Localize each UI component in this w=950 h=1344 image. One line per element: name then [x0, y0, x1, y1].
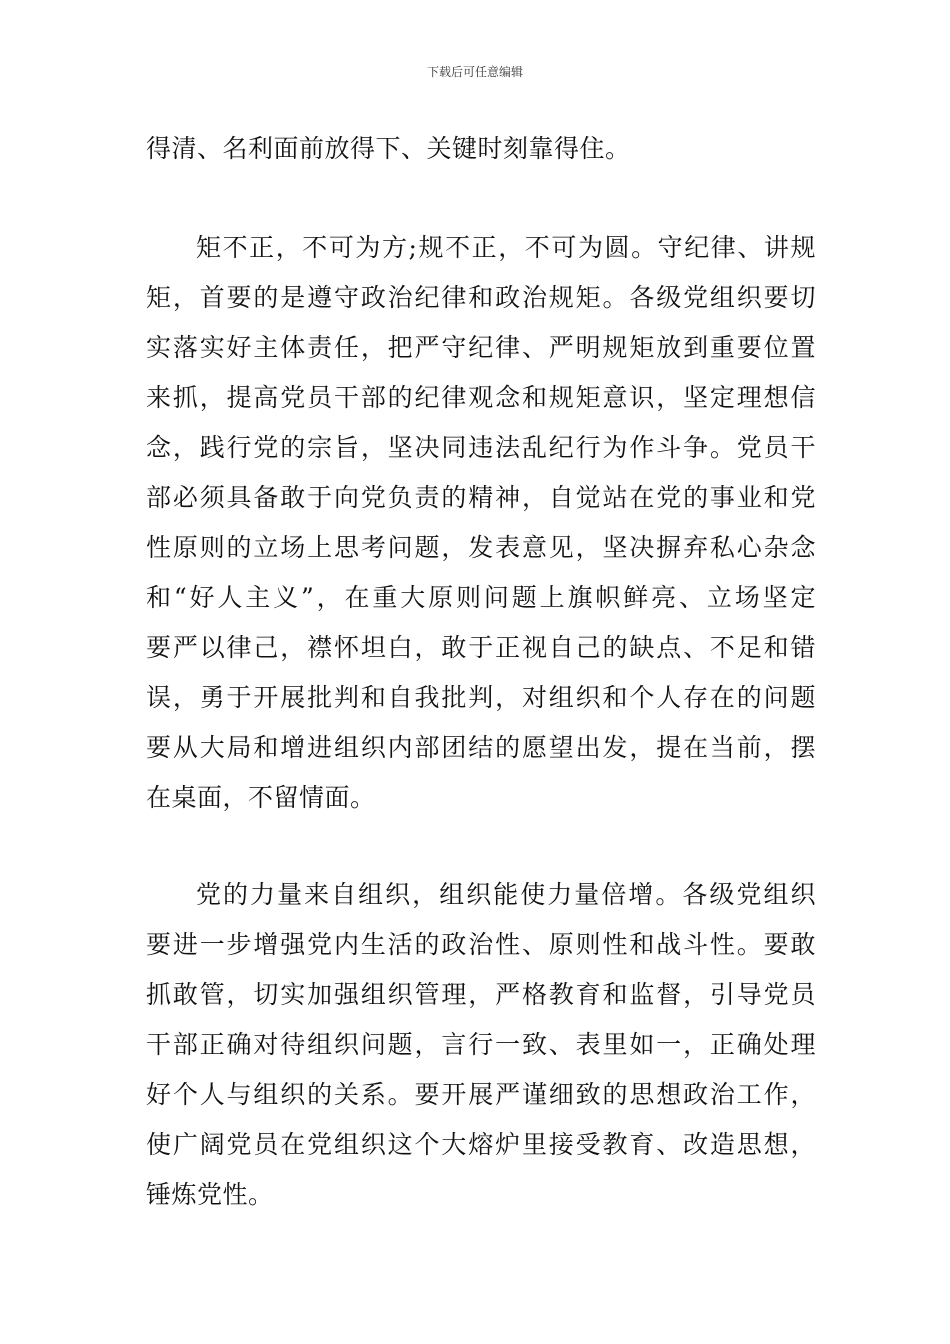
paragraph-3-line-4: 干部正确对待组织问题，言行一致、表里如一，正确处理 — [146, 1030, 816, 1059]
paragraph-2-line-9: 要严以律己，襟怀坦白，敢于正视自己的缺点、不足和错 — [146, 633, 816, 662]
paragraph-2-line-3: 实落实好主体责任，把严守纪律、严明规矩放到重要位置 — [146, 333, 816, 362]
paragraph-3-line-7: 锤炼党性。 — [146, 1180, 274, 1209]
paragraph-3-line-2: 要进一步增强党内生活的政治性、原则性和战斗性。要敢 — [146, 930, 816, 959]
paragraph-3-line-3: 抓敢管，切实加强组织管理，严格教育和监督，引导党员 — [146, 980, 816, 1009]
paragraph-2-line-1: 矩不正，不可为方;规不正，不可为圆。守纪律、讲规 — [196, 233, 816, 262]
paragraph-2-line-10: 误，勇于开展批判和自我批判，对组织和个人存在的问题 — [146, 683, 816, 712]
paragraph-3-line-5: 好个人与组织的关系。要开展严谨细致的思想政治工作， — [146, 1080, 816, 1109]
paragraph-1-line-1: 得清、名利面前放得下、关键时刻靠得住。 — [146, 134, 631, 163]
paragraph-3-line-1: 党的力量来自组织，组织能使力量倍增。各级党组织 — [196, 880, 816, 909]
paragraph-2-line-5: 念，践行党的宗旨，坚决同违法乱纪行为作斗争。党员干 — [146, 433, 816, 462]
paragraph-3-line-6: 使广阔党员在党组织这个大熔炉里接受教育、改造思想， — [146, 1130, 816, 1159]
paragraph-2-line-8: 和“好人主义”，在重大原则问题上旗帜鲜亮、立场坚定 — [146, 583, 816, 612]
paragraph-2-line-11: 要从大局和增进组织内部团结的愿望出发，提在当前，摆 — [146, 733, 816, 762]
paragraph-2-line-2: 矩，首要的是遵守政治纪律和政治规矩。各级党组织要切 — [146, 283, 816, 312]
paragraph-2-line-4: 来抓，提高党员干部的纪律观念和规矩意识，坚定理想信 — [146, 383, 816, 412]
paragraph-2-line-6: 部必须具备敢于向党负责的精神，自觉站在党的事业和党 — [146, 483, 816, 512]
paragraph-2-line-7: 性原则的立场上思考问题，发表意见，坚决摒弃私心杂念 — [146, 533, 816, 562]
page-header: 下载后可任意编辑 — [426, 65, 523, 79]
paragraph-2-line-12: 在桌面，不留情面。 — [146, 783, 376, 812]
